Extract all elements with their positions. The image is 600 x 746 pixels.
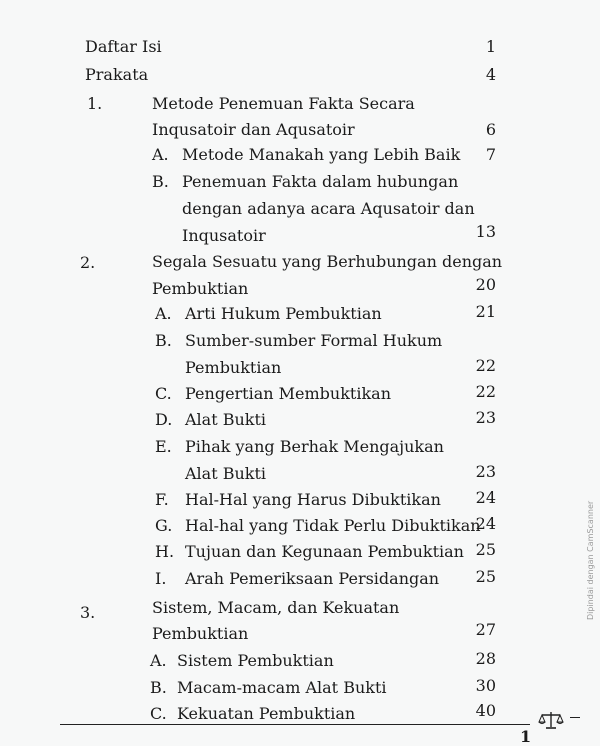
section-letter: F. <box>155 490 169 509</box>
section-title-cont: Alat Bukti <box>185 464 267 483</box>
section-letter: A. <box>155 304 172 323</box>
toc-page: 27 <box>475 620 496 639</box>
section-title-cont: dengan adanya acara Aqusatoir dan <box>182 199 475 218</box>
chapter-number: 3. <box>80 603 96 622</box>
toc-page: 25 <box>475 567 496 586</box>
section-title: Pihak yang Berhak Mengajukan <box>185 437 444 456</box>
section-letter: B. <box>150 678 167 697</box>
section-letter: C. <box>150 704 167 723</box>
section-title: Arti Hukum Pembuktian <box>185 304 382 323</box>
section-title: Macam-macam Alat Bukti <box>177 678 387 697</box>
toc-page: 21 <box>475 302 496 321</box>
toc-page: 13 <box>475 222 496 241</box>
toc-page: 7 <box>485 145 496 164</box>
section-title: Tujuan dan Kegunaan Pembuktian <box>185 542 464 561</box>
chapter-number: 1. <box>87 94 103 113</box>
toc-page: 4 <box>485 65 496 84</box>
page-number: 1 <box>520 727 532 746</box>
section-letter: E. <box>155 437 172 456</box>
toc-page: 25 <box>475 540 496 559</box>
chapter-title: Metode Penemuan Fakta Secara <box>152 94 415 113</box>
chapter-title-cont: Pembuktian <box>152 624 249 643</box>
toc-page: 22 <box>475 356 496 375</box>
toc-page: 6 <box>485 120 496 139</box>
section-title: Penemuan Fakta dalam hubungan <box>182 172 459 191</box>
section-title-cont: Inqusatoir <box>182 226 266 245</box>
toc-page: 30 <box>475 676 496 695</box>
footer-dash <box>570 717 580 718</box>
toc-page: 40 <box>475 701 496 720</box>
section-letter: D. <box>155 410 173 429</box>
section-title: Hal-hal yang Tidak Perlu Dibuktikan <box>185 516 481 535</box>
section-letter: A. <box>152 145 169 164</box>
section-title: Pengertian Membuktikan <box>185 384 392 403</box>
chapter-title: Sistem, Macam, dan Kekuatan <box>152 598 400 617</box>
scales-of-justice-icon <box>538 710 564 730</box>
footer-rule <box>60 724 530 725</box>
toc-title: Daftar Isi <box>85 37 162 56</box>
section-letter: H. <box>155 542 175 561</box>
toc-page: 24 <box>475 514 496 533</box>
section-title: Sistem Pembuktian <box>177 651 334 670</box>
section-letter: B. <box>155 331 172 350</box>
section-title-cont: Pembuktian <box>185 358 282 377</box>
toc-page: 24 <box>475 488 496 507</box>
toc-page: 28 <box>475 649 496 668</box>
section-title: Sumber-sumber Formal Hukum <box>185 331 443 350</box>
toc-page: 23 <box>475 408 496 427</box>
chapter-title-cont: Inqusatoir dan Aqusatoir <box>152 120 355 139</box>
section-letter: C. <box>155 384 172 403</box>
section-title: Metode Manakah yang Lebih Baik <box>182 145 461 164</box>
chapter-title-cont: Pembuktian <box>152 279 249 298</box>
chapter-number: 2. <box>80 253 96 272</box>
toc-page: 20 <box>475 275 496 294</box>
section-title: Hal-Hal yang Harus Dibuktikan <box>185 490 441 509</box>
toc-page: 23 <box>475 462 496 481</box>
toc-entry-prakata: Prakata <box>85 65 149 84</box>
section-letter: G. <box>155 516 173 535</box>
toc-page: 22 <box>475 382 496 401</box>
toc-page: 1 <box>485 37 496 56</box>
section-title: Kekuatan Pembuktian <box>177 704 356 723</box>
chapter-title: Segala Sesuatu yang Berhubungan dengan <box>152 252 503 271</box>
section-letter: B. <box>152 172 169 191</box>
section-letter: A. <box>150 651 167 670</box>
section-title: Arah Pemeriksaan Persidangan <box>185 569 440 588</box>
section-title: Alat Bukti <box>185 410 267 429</box>
scanner-watermark: Dipindai dengan CamScanner <box>586 500 595 620</box>
section-letter: I. <box>155 569 167 588</box>
